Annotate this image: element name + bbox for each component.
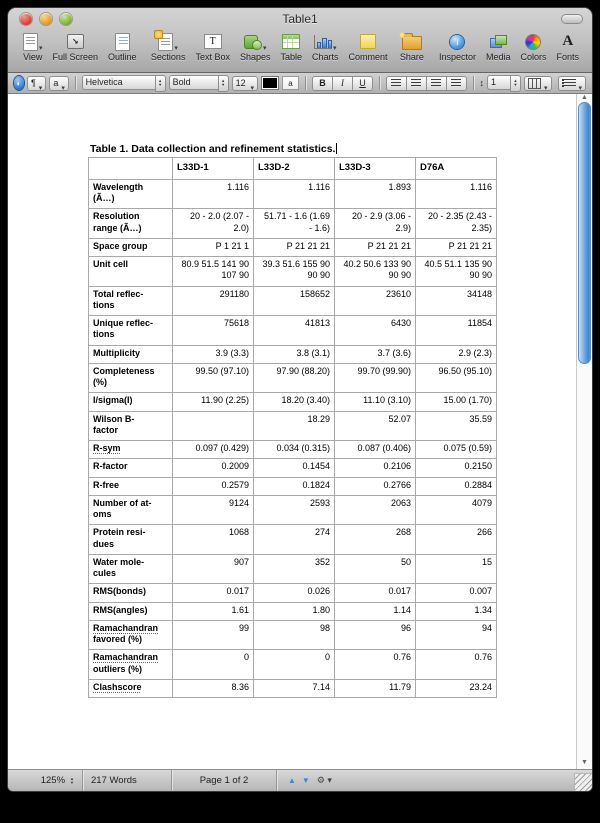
table-cell[interactable]: 97.90 (88.20) <box>254 363 335 393</box>
typeface-stepper[interactable] <box>218 75 229 92</box>
toolbar-text-box[interactable] <box>195 32 230 62</box>
toolbar-full-screen-label: Full Screen <box>52 52 99 62</box>
sections-icon <box>158 33 173 51</box>
toolbar-comment-label: Comment <box>348 52 388 62</box>
table-row <box>89 525 497 555</box>
scroll-up-arrow-icon[interactable] <box>577 94 592 102</box>
table-cell[interactable]: 0.097 (0.429) <box>173 441 254 459</box>
table-cell[interactable]: 15 <box>416 554 497 584</box>
chevron-down-icon <box>262 33 267 51</box>
table-cell[interactable]: 11854 <box>416 316 497 346</box>
misspelled-word: Ramachandran <box>93 652 159 663</box>
table-cell[interactable]: 40.5 51.1 135 90 90 90 <box>416 257 497 287</box>
table-row-label[interactable] <box>89 679 173 697</box>
columns-dropdown[interactable] <box>524 76 552 91</box>
table-row <box>89 345 497 363</box>
table-row <box>89 584 497 602</box>
table-cell[interactable]: 80.9 51.5 141 90 107 90 <box>173 257 254 287</box>
table-cell[interactable]: 99.50 (97.10) <box>173 363 254 393</box>
app-window <box>8 8 592 791</box>
background-color-well[interactable] <box>282 76 300 90</box>
page-navigation <box>277 770 340 791</box>
inspector-icon <box>450 35 464 49</box>
toolbar-table[interactable] <box>281 32 303 62</box>
word-count-label: 217 Words <box>91 775 137 786</box>
media-icon <box>490 35 507 49</box>
table-row-label[interactable]: RMS(angles) <box>89 602 173 620</box>
list-icon <box>562 79 576 87</box>
table-icon <box>282 34 300 49</box>
table-row-label[interactable]: Space group <box>89 238 173 256</box>
fonts-icon <box>562 34 573 50</box>
table-cell[interactable]: 35.59 <box>416 411 497 441</box>
table-cell[interactable]: 291180 <box>173 286 254 316</box>
table-cell[interactable]: 20 - 2.0 (2.07 - 2.0) <box>173 209 254 239</box>
toolbar-fonts[interactable] <box>557 32 580 62</box>
table-row-label[interactable]: R-free <box>89 477 173 495</box>
document-page[interactable] <box>8 94 592 769</box>
columns-icon <box>528 78 541 89</box>
zoom-level: 125% <box>40 775 66 786</box>
table-cell[interactable]: 0.034 (0.315) <box>254 441 335 459</box>
table-cell[interactable]: 1.116 <box>254 179 335 209</box>
table-cell[interactable]: P 21 21 21 <box>254 238 335 256</box>
toolbar-shapes-label: Shapes <box>239 52 271 62</box>
table-cell[interactable]: 0.76 <box>416 650 497 680</box>
table-cell[interactable]: 0.017 <box>173 584 254 602</box>
table-cell[interactable]: 0.2009 <box>173 459 254 477</box>
zoom-stepper[interactable] <box>70 777 74 784</box>
toolbar-share[interactable] <box>400 32 424 62</box>
charts-icon <box>314 35 332 49</box>
toolbar-colors[interactable] <box>520 32 546 62</box>
stats-table <box>88 157 497 698</box>
table-cell[interactable]: 0.2579 <box>173 477 254 495</box>
view-icon <box>23 33 38 51</box>
table-cell[interactable]: 20 - 2.35 (2.43 - 2.35) <box>416 209 497 239</box>
table-row <box>89 554 497 584</box>
window-chrome <box>8 8 592 73</box>
table-cell[interactable]: 2.9 (2.3) <box>416 345 497 363</box>
table-cell[interactable]: 0.017 <box>335 584 416 602</box>
table-cell[interactable]: 23.24 <box>416 679 497 697</box>
word-count <box>83 770 171 791</box>
table-cell[interactable]: 11.90 (2.25) <box>173 393 254 411</box>
scroll-down-arrow-icon[interactable] <box>577 759 592 767</box>
table-cell[interactable]: 268 <box>335 525 416 555</box>
chevron-down-icon <box>38 33 43 51</box>
font-size-value: 12 <box>235 78 246 88</box>
table-cell[interactable]: 98 <box>254 620 335 650</box>
table-cell[interactable]: 0.075 (0.59) <box>416 441 497 459</box>
table-cell[interactable]: 4079 <box>416 495 497 525</box>
align-justify-icon <box>451 79 461 87</box>
table-row-label[interactable]: Resolution range (Ã…) <box>89 209 173 239</box>
table-cell[interactable]: 39.3 51.6 155 90 90 90 <box>254 257 335 287</box>
chevron-down-icon <box>578 78 583 88</box>
character-style-dropdown[interactable] <box>49 76 69 91</box>
table-cell[interactable]: 3.7 (3.6) <box>335 345 416 363</box>
scrollbar-thumb[interactable] <box>578 102 591 364</box>
table-cell[interactable]: 2063 <box>335 495 416 525</box>
gear-icon[interactable] <box>317 775 332 786</box>
table-cell[interactable]: 99 <box>173 620 254 650</box>
align-center-button[interactable] <box>406 76 426 91</box>
toolbar <box>8 30 592 72</box>
toolbar-shapes[interactable] <box>240 32 271 62</box>
table-cell[interactable]: 0.1824 <box>254 477 335 495</box>
table-cell[interactable]: 274 <box>254 525 335 555</box>
table-cell[interactable]: 1.80 <box>254 602 335 620</box>
table-header-row <box>89 158 497 180</box>
table-cell[interactable]: 0.2106 <box>335 459 416 477</box>
table-row <box>89 411 497 441</box>
table-cell[interactable]: 23610 <box>335 286 416 316</box>
table-cell[interactable]: 352 <box>254 554 335 584</box>
table-row-label[interactable]: Ramachandran favored (%) <box>89 620 173 650</box>
comment-icon <box>360 34 376 49</box>
table-cell[interactable]: 11.10 (3.10) <box>335 393 416 411</box>
window-title: Table1 <box>282 12 318 26</box>
line-spacing-stepper[interactable] <box>510 75 521 92</box>
vertical-scrollbar[interactable] <box>576 94 592 769</box>
italic-button[interactable] <box>332 76 352 91</box>
table-row <box>89 179 497 209</box>
table-column-header[interactable]: L33D-1 <box>173 158 254 180</box>
table-cell[interactable]: 52.07 <box>335 411 416 441</box>
table-cell[interactable]: 6430 <box>335 316 416 346</box>
format-bar <box>8 73 592 94</box>
table-cell[interactable]: 50 <box>335 554 416 584</box>
table-row <box>89 238 497 256</box>
toolbar-comment[interactable] <box>349 32 388 62</box>
table-row-label[interactable]: R-factor <box>89 459 173 477</box>
table-cell[interactable]: 40.2 50.6 133 90 90 90 <box>335 257 416 287</box>
toolbar-colors-label: Colors <box>520 52 547 62</box>
table-row-label[interactable]: Unit cell <box>89 257 173 287</box>
table-cell[interactable]: 1.14 <box>335 602 416 620</box>
table-row <box>89 316 497 346</box>
underline-label: U <box>359 78 366 88</box>
toolbar-charts[interactable] <box>312 32 339 62</box>
table-row-label[interactable]: Completeness (%) <box>89 363 173 393</box>
table-row <box>89 495 497 525</box>
table-row-label[interactable]: Total reflec- tions <box>89 286 173 316</box>
chevron-down-icon <box>250 78 255 88</box>
table-row-label[interactable]: Wavelength (Ã…) <box>89 179 173 209</box>
table-cell[interactable]: 75618 <box>173 316 254 346</box>
chevron-down-icon <box>38 78 43 88</box>
table-cell[interactable]: 0.007 <box>416 584 497 602</box>
table-row-label[interactable]: Multiplicity <box>89 345 173 363</box>
table-row <box>89 679 497 697</box>
toolbar-inspector[interactable] <box>439 32 476 62</box>
table-row <box>89 602 497 620</box>
table-cell[interactable]: 0.76 <box>335 650 416 680</box>
table-cell[interactable]: 96.50 (95.10) <box>416 363 497 393</box>
previous-page-button[interactable] <box>288 776 296 785</box>
table-cell[interactable]: 18.29 <box>254 411 335 441</box>
toolbar-outline-label: Outline <box>108 52 137 62</box>
table-cell[interactable]: 99.70 (99.90) <box>335 363 416 393</box>
table-cell[interactable]: 1068 <box>173 525 254 555</box>
table-column-header[interactable]: L33D-2 <box>254 158 335 180</box>
table-cell[interactable]: 94 <box>416 620 497 650</box>
character-style-label: a <box>53 78 59 88</box>
underline-button[interactable] <box>352 76 373 91</box>
table-cell[interactable]: P 21 21 21 <box>416 238 497 256</box>
toolbar-charts-label: Charts <box>312 52 339 62</box>
paragraph-style-dropdown[interactable] <box>27 76 46 91</box>
table-cell[interactable]: 266 <box>416 525 497 555</box>
share-icon <box>402 36 422 50</box>
misspelled-word: Clashscore <box>93 681 142 692</box>
line-spacing-value: 1 <box>490 77 496 87</box>
align-center-icon <box>411 79 421 87</box>
table-row-label[interactable]: RMS(bonds) <box>89 584 173 602</box>
toolbar-inspector-label: Inspector <box>438 52 476 62</box>
table-row <box>89 257 497 287</box>
table-row <box>89 441 497 459</box>
line-spacing-icon <box>479 78 484 88</box>
bold-button[interactable] <box>312 76 332 91</box>
table-cell[interactable]: 9124 <box>173 495 254 525</box>
text-box-icon <box>204 34 222 49</box>
table-row-label[interactable] <box>89 441 173 459</box>
typeface-select[interactable] <box>169 75 218 90</box>
stats-table-body <box>89 179 497 697</box>
table-cell[interactable]: 15.00 (1.70) <box>416 393 497 411</box>
chevron-down-icon <box>173 33 178 51</box>
format-info-icon[interactable] <box>14 76 24 90</box>
table-cell[interactable]: 2593 <box>254 495 335 525</box>
table-cell[interactable]: 0.2766 <box>335 477 416 495</box>
text-color-well[interactable] <box>261 76 279 90</box>
chevron-down-icon <box>60 78 65 88</box>
stats-table-head <box>89 158 497 180</box>
font-size-dropdown[interactable] <box>232 76 258 91</box>
align-left-button[interactable] <box>386 76 406 91</box>
table-row <box>89 393 497 411</box>
table-column-header[interactable]: L33D-3 <box>335 158 416 180</box>
list-style-dropdown[interactable] <box>558 76 587 91</box>
table-cell[interactable]: 0.087 (0.406) <box>335 441 416 459</box>
table-row-label[interactable]: Number of at- oms <box>89 495 173 525</box>
font-family-stepper[interactable] <box>155 75 166 92</box>
toolbar-outline[interactable] <box>108 32 137 62</box>
table-column-header[interactable]: D76A <box>416 158 497 180</box>
table-cell[interactable]: 1.893 <box>335 179 416 209</box>
toolbar-fonts-label: Fonts <box>556 52 580 62</box>
align-left-icon <box>391 79 401 87</box>
table-cell[interactable]: 41813 <box>254 316 335 346</box>
table-cell[interactable]: 20 - 2.9 (3.06 - 2.9) <box>335 209 416 239</box>
table-cell[interactable]: 1.34 <box>416 602 497 620</box>
table-cell[interactable]: 0.1454 <box>254 459 335 477</box>
table-row-label[interactable]: Wilson B- factor <box>89 411 173 441</box>
toolbar-view[interactable] <box>23 32 43 62</box>
chevron-down-icon <box>332 33 337 51</box>
table-cell[interactable]: 0 <box>173 650 254 680</box>
outline-icon <box>115 33 130 51</box>
table-cell[interactable]: 0 <box>254 650 335 680</box>
page-indicator-label: Page 1 of 2 <box>199 775 249 786</box>
table-cell[interactable]: 0.2150 <box>416 459 497 477</box>
align-right-icon <box>431 79 441 87</box>
full-screen-icon <box>67 34 84 49</box>
toolbar-toggle-button[interactable] <box>562 15 582 23</box>
table-row <box>89 650 497 680</box>
title-bar[interactable] <box>8 8 592 30</box>
toolbar-sections[interactable] <box>151 32 186 62</box>
status-bar <box>8 769 592 791</box>
table-caption-text: Table 1. Data collection and refinement statistics. <box>90 143 336 155</box>
table-cell[interactable]: 18.20 (3.40) <box>254 393 335 411</box>
table-cell[interactable]: 1.61 <box>173 602 254 620</box>
text-cursor <box>336 143 337 154</box>
font-family-value: Helvetica <box>85 77 123 87</box>
toolbar-share-label: Share <box>399 52 424 62</box>
toolbar-media-label: Media <box>485 52 511 62</box>
table-corner-cell[interactable] <box>89 158 173 180</box>
table-row-label[interactable]: I/sigma(I) <box>89 393 173 411</box>
table-row-label[interactable]: Ramachandran outliers (%) <box>89 650 173 680</box>
misspelled-word: R-sym <box>93 443 121 454</box>
table-row <box>89 286 497 316</box>
table-cell[interactable]: 51.71 - 1.6 (1.69 - 1.6) <box>254 209 335 239</box>
table-row-label[interactable]: Water mole- cules <box>89 554 173 584</box>
table-cell[interactable]: P 21 21 21 <box>335 238 416 256</box>
toolbar-full-screen[interactable] <box>53 32 99 62</box>
table-cell[interactable]: 34148 <box>416 286 497 316</box>
toolbar-table-label: Table <box>280 52 303 62</box>
table-cell[interactable]: 8.36 <box>173 679 254 697</box>
window-resize-grip[interactable] <box>574 773 592 791</box>
table-cell[interactable]: 96 <box>335 620 416 650</box>
table-cell[interactable]: 3.9 (3.3) <box>173 345 254 363</box>
table-cell[interactable]: P 1 21 1 <box>173 238 254 256</box>
next-page-button[interactable] <box>302 776 310 785</box>
bold-label: B <box>319 78 326 88</box>
align-justify-button[interactable] <box>446 76 467 91</box>
page-indicator[interactable] <box>172 770 276 791</box>
table-cell[interactable]: 1.116 <box>173 179 254 209</box>
align-right-button[interactable] <box>426 76 446 91</box>
table-cell[interactable]: 3.8 (3.1) <box>254 345 335 363</box>
table-cell[interactable] <box>173 411 254 441</box>
table-cell[interactable]: 7.14 <box>254 679 335 697</box>
table-row <box>89 477 497 495</box>
toolbar-sections-label: Sections <box>150 52 186 62</box>
table-row <box>89 209 497 239</box>
table-cell[interactable]: 0.026 <box>254 584 335 602</box>
table-cell[interactable]: 11.79 <box>335 679 416 697</box>
toolbar-media[interactable] <box>486 32 511 62</box>
toolbar-text-box-label: Text Box <box>195 52 230 62</box>
table-row-label[interactable]: Protein resi- dues <box>89 525 173 555</box>
background-color-label: a <box>288 78 293 88</box>
italic-label: I <box>341 78 345 88</box>
font-family-select[interactable] <box>82 75 155 90</box>
paragraph-style-label: ¶ <box>30 78 36 88</box>
table-cell[interactable]: 0.2884 <box>416 477 497 495</box>
typeface-value: Bold <box>172 77 191 87</box>
line-spacing-select[interactable] <box>487 75 510 90</box>
table-cell[interactable]: 1.116 <box>416 179 497 209</box>
table-row <box>89 459 497 477</box>
misspelled-word: Ramachandran <box>93 622 159 633</box>
table-cell[interactable]: 158652 <box>254 286 335 316</box>
table-cell[interactable]: 907 <box>173 554 254 584</box>
table-row <box>89 620 497 650</box>
colors-icon <box>525 34 541 50</box>
table-caption[interactable] <box>90 143 337 155</box>
table-row-label[interactable]: Unique reflec- tions <box>89 316 173 346</box>
zoom-control[interactable] <box>8 770 82 791</box>
toolbar-view-label: View <box>23 52 43 62</box>
chevron-down-icon <box>543 78 548 88</box>
table-row <box>89 363 497 393</box>
shapes-icon <box>244 35 258 49</box>
